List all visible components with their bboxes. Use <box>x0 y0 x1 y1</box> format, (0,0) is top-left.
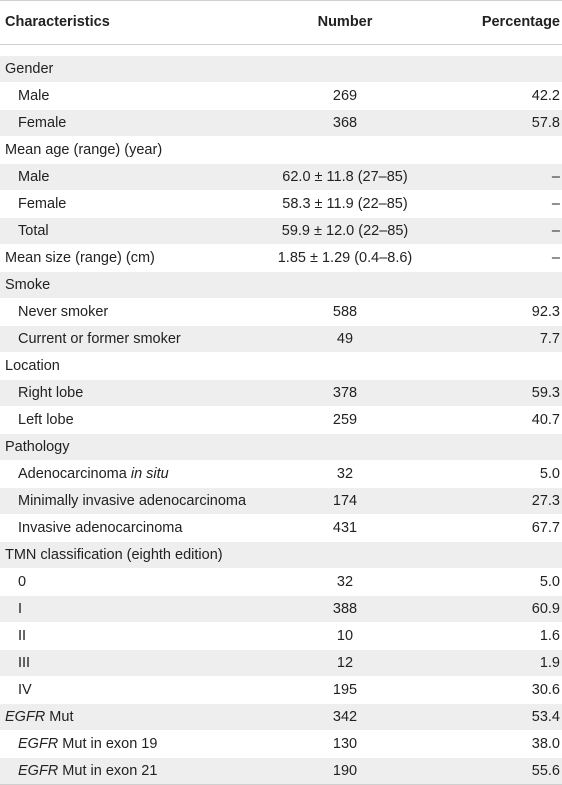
row-percentage: 38.0 <box>420 731 562 758</box>
row-number: 12 <box>270 650 420 677</box>
row-percentage <box>420 272 562 299</box>
header-number: Number <box>270 1 420 45</box>
row-percentage: 30.6 <box>420 677 562 704</box>
row-percentage: 55.6 <box>420 758 562 785</box>
row-percentage: 5.0 <box>420 461 562 488</box>
row-percentage: 57.8 <box>420 110 562 137</box>
table-row-group <box>0 353 562 380</box>
row-percentage <box>420 434 562 461</box>
row-label: Female <box>0 191 270 218</box>
row-percentage: – <box>420 164 562 191</box>
row-percentage <box>420 542 562 569</box>
table-row <box>0 407 562 434</box>
table-row-group <box>0 704 562 731</box>
row-number <box>270 56 420 83</box>
row-percentage: 60.9 <box>420 596 562 623</box>
row-label-text: Adenocarcinoma <box>18 466 131 482</box>
row-label: Invasive adenocarcinoma <box>0 515 270 542</box>
table-row-group <box>0 272 562 299</box>
table-row <box>0 677 562 704</box>
table-row <box>0 218 562 245</box>
header-row <box>0 1 562 45</box>
row-number: 259 <box>270 407 420 434</box>
row-number: 59.9 ± 12.0 (22–85) <box>270 218 420 245</box>
row-label-italic: EGFR <box>18 763 59 779</box>
row-percentage <box>420 56 562 83</box>
row-percentage: 1.6 <box>420 623 562 650</box>
row-number: 49 <box>270 326 420 353</box>
row-number: 32 <box>270 461 420 488</box>
row-percentage: 1.9 <box>420 650 562 677</box>
table-row <box>0 569 562 596</box>
header-percentage: Percentage <box>420 1 562 45</box>
row-number: 10 <box>270 623 420 650</box>
row-label: Right lobe <box>0 380 270 407</box>
table-row <box>0 650 562 677</box>
row-number: 58.3 ± 11.9 (22–85) <box>270 191 420 218</box>
table-row <box>0 83 562 110</box>
row-label: Male <box>0 83 270 110</box>
table-row <box>0 164 562 191</box>
row-percentage: 42.2 <box>420 83 562 110</box>
row-percentage <box>420 353 562 380</box>
row-label <box>0 461 270 488</box>
row-number: 269 <box>270 83 420 110</box>
row-label: II <box>0 623 270 650</box>
header-characteristics: Characteristics <box>0 1 270 45</box>
row-percentage <box>420 137 562 164</box>
table-row <box>0 623 562 650</box>
row-label: Mean age (range) (year) <box>0 137 270 164</box>
table-row <box>0 758 562 785</box>
table-row <box>0 380 562 407</box>
row-number: 588 <box>270 299 420 326</box>
row-label: Total <box>0 218 270 245</box>
table-row <box>0 731 562 758</box>
row-label: Location <box>0 353 270 380</box>
row-number: 1.85 ± 1.29 (0.4–8.6) <box>270 245 420 272</box>
row-percentage: – <box>420 245 562 272</box>
row-label: Current or former smoker <box>0 326 270 353</box>
table-row <box>0 596 562 623</box>
row-number: 174 <box>270 488 420 515</box>
row-label-italic: EGFR <box>18 736 59 752</box>
row-number <box>270 272 420 299</box>
row-number <box>270 542 420 569</box>
table-row <box>0 191 562 218</box>
row-label-text: Mut <box>45 709 74 725</box>
row-number: 62.0 ± 11.8 (27–85) <box>270 164 420 191</box>
row-number: 32 <box>270 569 420 596</box>
row-label-text: Mut in exon 19 <box>58 736 158 752</box>
row-percentage: 92.3 <box>420 299 562 326</box>
row-number: 368 <box>270 110 420 137</box>
row-percentage: 40.7 <box>420 407 562 434</box>
row-label-italic: in situ <box>130 466 169 482</box>
row-label: Never smoker <box>0 299 270 326</box>
spacer-row <box>0 45 562 56</box>
row-label: Minimally invasive adenocarcinoma <box>0 488 270 515</box>
row-label: Mean size (range) (cm) <box>0 245 270 272</box>
row-number: 431 <box>270 515 420 542</box>
row-percentage: 5.0 <box>420 569 562 596</box>
row-label-italic: EGFR <box>5 709 46 725</box>
table-row <box>0 461 562 488</box>
row-label: Female <box>0 110 270 137</box>
table-row <box>0 326 562 353</box>
row-label <box>0 704 270 731</box>
row-label: 0 <box>0 569 270 596</box>
table-row-group <box>0 542 562 569</box>
table-row <box>0 110 562 137</box>
row-number: 378 <box>270 380 420 407</box>
row-label-text: Mut in exon 21 <box>58 763 158 779</box>
row-label <box>0 758 270 785</box>
row-label: Left lobe <box>0 407 270 434</box>
row-number: 342 <box>270 704 420 731</box>
table-row-group <box>0 56 562 83</box>
row-label: Male <box>0 164 270 191</box>
row-number <box>270 137 420 164</box>
table-row-group <box>0 245 562 272</box>
table-row-group <box>0 434 562 461</box>
row-label: Gender <box>0 56 270 83</box>
row-percentage: 7.7 <box>420 326 562 353</box>
row-number: 190 <box>270 758 420 785</box>
table-row-group <box>0 137 562 164</box>
row-label: I <box>0 596 270 623</box>
table-row <box>0 488 562 515</box>
row-label <box>0 731 270 758</box>
row-label: Smoke <box>0 272 270 299</box>
row-number: 130 <box>270 731 420 758</box>
row-label: TMN classification (eighth edition) <box>0 542 270 569</box>
row-number: 195 <box>270 677 420 704</box>
table-row <box>0 515 562 542</box>
row-percentage: 67.7 <box>420 515 562 542</box>
row-percentage: 59.3 <box>420 380 562 407</box>
row-label: IV <box>0 677 270 704</box>
row-percentage: – <box>420 218 562 245</box>
row-number <box>270 434 420 461</box>
table-row <box>0 299 562 326</box>
row-label: Pathology <box>0 434 270 461</box>
row-label: III <box>0 650 270 677</box>
row-number: 388 <box>270 596 420 623</box>
row-percentage: 53.4 <box>420 704 562 731</box>
row-number <box>270 353 420 380</box>
row-percentage: 27.3 <box>420 488 562 515</box>
row-percentage: – <box>420 191 562 218</box>
